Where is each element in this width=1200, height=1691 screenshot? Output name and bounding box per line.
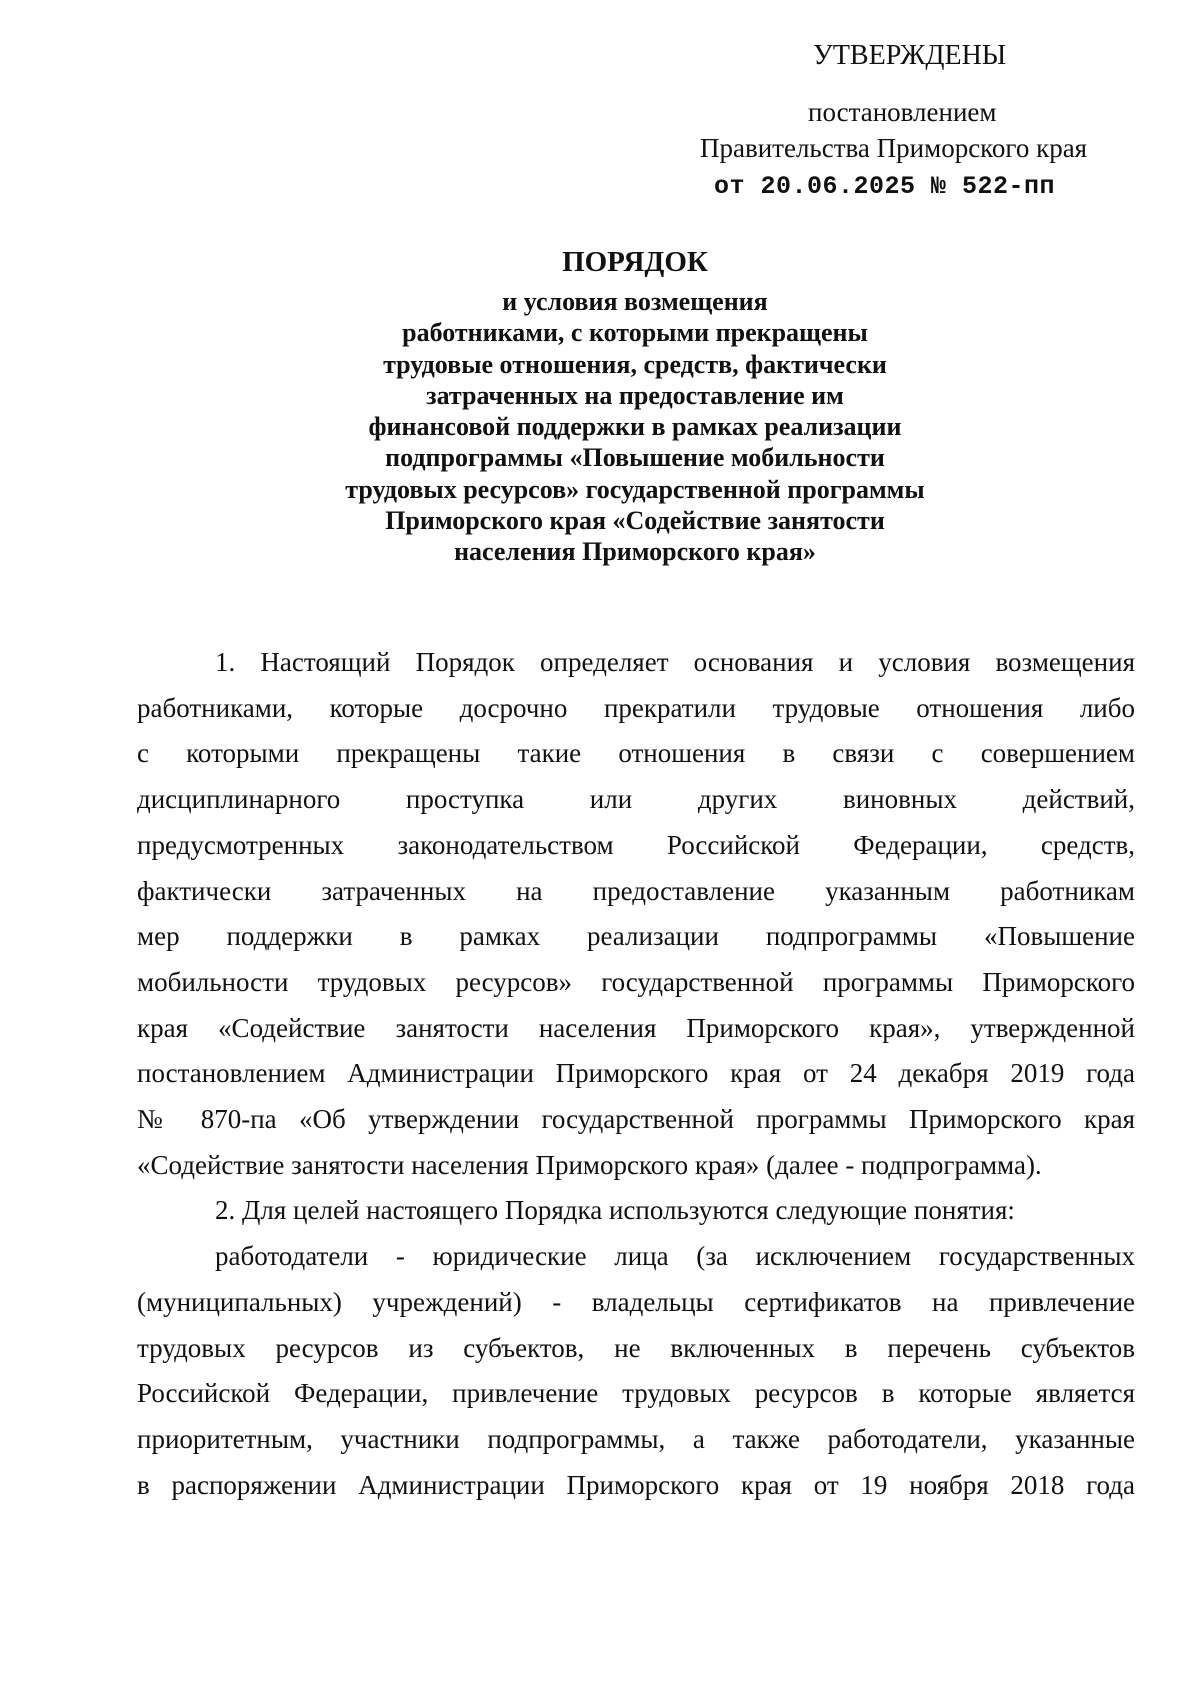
approval-title: УТВЕРЖДЕНЫ bbox=[813, 40, 1007, 71]
body-line: 2. Для целей настоящего Порядка используются следующие понятия: bbox=[215, 1195, 1015, 1226]
body-line: дисциплинарного проступка или других виновных действий, bbox=[137, 784, 1135, 815]
body-line: 1. Настоящий Порядок определяет основания и условия возмещения bbox=[215, 647, 1135, 677]
document-body bbox=[137, 640, 1135, 1508]
body-line: фактически затраченных на предоставление указанным работникам bbox=[137, 875, 1135, 906]
body-line: трудовых ресурсов из субъектов, не включенных в перечень субъектов bbox=[137, 1332, 1135, 1363]
body-line: (муниципальных) учреждений) - владельцы сертификатов на привлечение bbox=[137, 1286, 1135, 1317]
body-line: Российской Федерации, привлечение трудовых ресурсов в которые является bbox=[137, 1378, 1135, 1409]
approval-by: постановлением bbox=[808, 97, 997, 127]
approval-number: от 20.06.2025 № 522-пп bbox=[714, 172, 1056, 201]
subtitle-line: работниками, с которыми прекращены bbox=[402, 318, 868, 348]
body-line: приоритетным, участники подпрограммы, а также работодатели, указанные bbox=[137, 1423, 1135, 1454]
approval-organization: Правительства Приморского края bbox=[700, 133, 1088, 163]
subtitle-line: трудовые отношения, средств, фактически bbox=[383, 349, 887, 379]
body-line: работодатели - юридические лица (за исключением государственных bbox=[215, 1241, 1135, 1272]
body-line: № 870-па «Об утверждении государственной программы Приморского края bbox=[137, 1104, 1135, 1135]
subtitle-line: затраченных на предоставление им bbox=[426, 380, 844, 410]
subtitle-line: и условия возмещения bbox=[502, 287, 768, 316]
document-heading: ПОРЯДОК bbox=[562, 246, 708, 278]
body-line: края «Содействие занятости населения Приморского края», утвержденной bbox=[137, 1012, 1135, 1043]
body-line: мобильности трудовых ресурсов» государственной программы Приморского bbox=[137, 966, 1135, 997]
body-line: работниками, которые досрочно прекратили трудовые отношения либо bbox=[137, 692, 1135, 723]
body-line: постановлением Администрации Приморского края от 24 декабря 2019 года bbox=[137, 1058, 1135, 1089]
subtitle-line: трудовых ресурсов» государственной программы bbox=[345, 474, 925, 504]
subtitle-line: населения Приморского края» bbox=[454, 537, 816, 567]
subtitle-line: Приморского края «Содействие занятости bbox=[385, 506, 885, 536]
paragraph-3 bbox=[137, 1234, 1135, 1508]
body-line: предусмотренных законодательством Российской Федерации, средств, bbox=[137, 829, 1135, 860]
paragraph-2 bbox=[137, 1188, 1135, 1234]
body-line: в распоряжении Администрации Приморского края от 19 ноября 2018 года bbox=[137, 1469, 1135, 1500]
paragraph-1 bbox=[137, 640, 1135, 1188]
body-line: «Содействие занятости населения Приморского края» (далее - подпрограмма). bbox=[137, 1149, 1042, 1180]
subtitle-line: финансовой поддержки в рамках реализации bbox=[368, 412, 902, 442]
body-line: с которыми прекращены такие отношения в связи с совершением bbox=[137, 738, 1135, 769]
body-line: мер поддержки в рамках реализации подпрограммы «Повышение bbox=[137, 921, 1135, 952]
document-title bbox=[200, 242, 1070, 568]
subtitle-line: подпрограммы «Повышение мобильности bbox=[385, 443, 885, 473]
